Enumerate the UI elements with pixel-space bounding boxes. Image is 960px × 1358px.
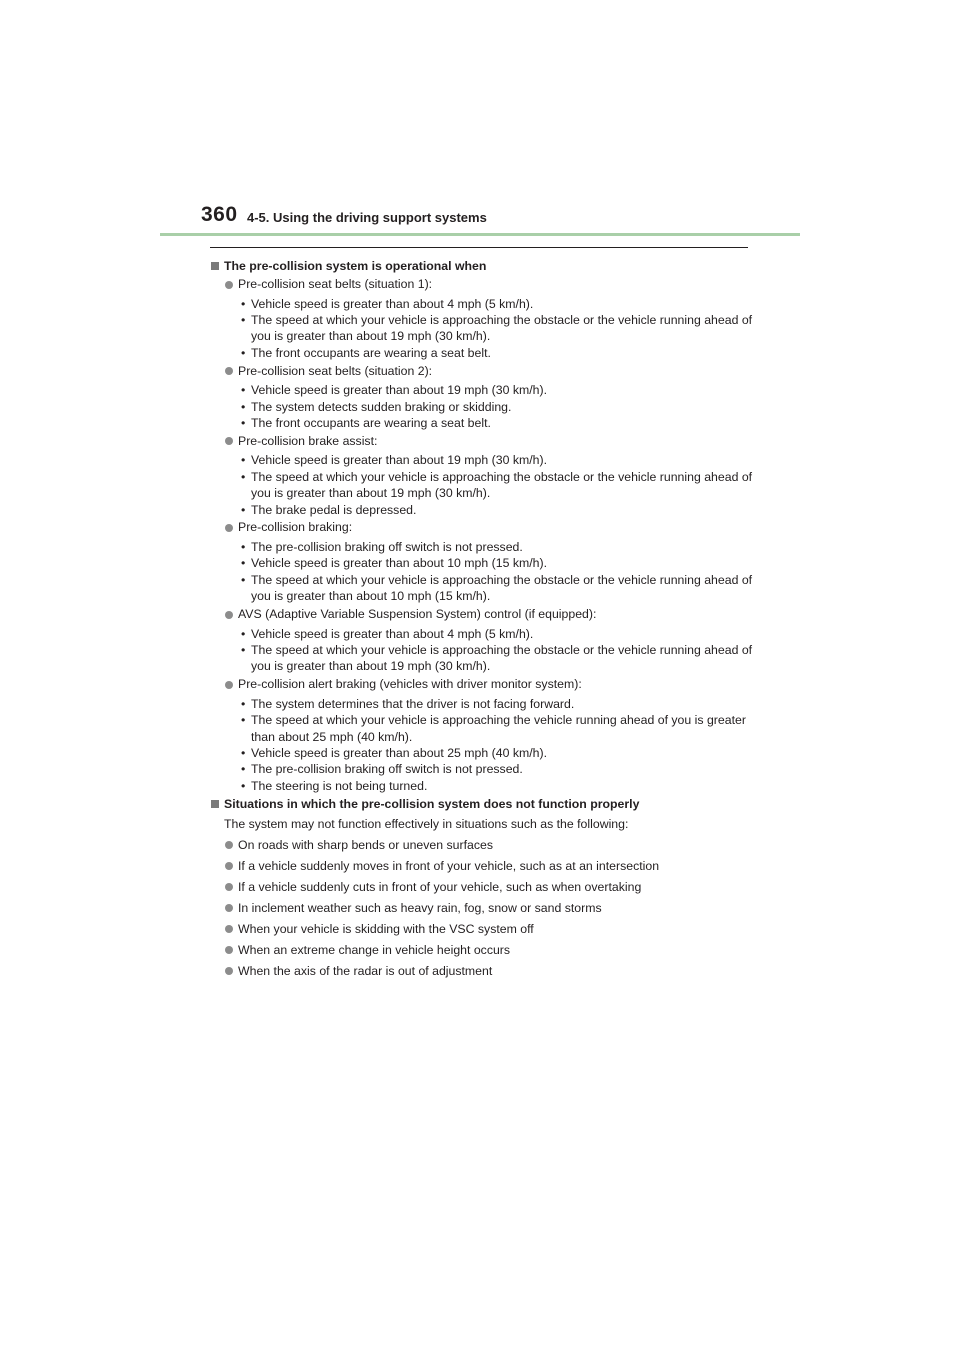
condition-group-label: Pre-collision seat belts (situation 2): (238, 363, 433, 378)
condition-item: • The front occupants are wearing a seat belt. (210, 415, 755, 431)
condition-group (210, 276, 755, 293)
condition-group (210, 676, 755, 693)
situation-item (210, 963, 755, 980)
condition-group (210, 363, 755, 380)
circle-bullet-icon (225, 904, 233, 912)
circle-bullet-icon (225, 437, 233, 445)
situation-text: If a vehicle suddenly cuts in front of your vehicle, such as when overtaking (238, 879, 642, 894)
operational-heading-text: The pre-collision system is operational when (224, 259, 487, 273)
condition-group-label: Pre-collision brake assist: (238, 433, 378, 448)
condition-item: • The front occupants are wearing a seat belt. (210, 345, 755, 361)
operational-heading (210, 258, 755, 275)
circle-bullet-icon (225, 967, 233, 975)
condition-item: • The steering is not being turned. (210, 778, 755, 794)
situations-heading (210, 796, 755, 813)
condition-item: • Vehicle speed is greater than about 4 mph (5 km/h). (210, 626, 755, 642)
square-bullet-icon (211, 262, 219, 270)
situation-text: When your vehicle is skidding with the VSC system off (238, 921, 534, 936)
circle-bullet-icon (225, 862, 233, 870)
condition-item: • Vehicle speed is greater than about 10 mph (15 km/h). (210, 555, 755, 571)
condition-list (210, 696, 755, 794)
condition-group (210, 433, 755, 450)
condition-item: • The speed at which your vehicle is approaching the obstacle or the vehicle running ahead of you is greater than about 19 mph (30 km/h). (210, 312, 755, 345)
situation-text: When the axis of the radar is out of adjustment (238, 963, 493, 978)
situation-item (210, 942, 755, 959)
situation-item (210, 858, 755, 875)
condition-item: • The system determines that the driver is not facing forward. (210, 696, 755, 712)
condition-item: • The speed at which your vehicle is approaching the obstacle or the vehicle running ahead of you is greater than about 10 mph (15 km/h). (210, 572, 755, 605)
section-title: 4-5. Using the driving support systems (247, 210, 487, 225)
page-number: 360 (201, 203, 238, 226)
circle-bullet-icon (225, 524, 233, 532)
circle-bullet-icon (225, 281, 233, 289)
circle-bullet-icon (225, 681, 233, 689)
circle-bullet-icon (225, 841, 233, 849)
situation-item (210, 837, 755, 854)
condition-item: • The brake pedal is depressed. (210, 502, 755, 518)
condition-item: • Vehicle speed is greater than about 19 mph (30 km/h). (210, 452, 755, 468)
condition-list (210, 626, 755, 675)
situations-intro: The system may not function effectively in situations such as the following: (224, 816, 629, 831)
header-divider (160, 233, 800, 236)
condition-item: • The speed at which your vehicle is approaching the obstacle or the vehicle running ahead of you is greater than about 19 mph (30 km/h). (210, 469, 755, 502)
circle-bullet-icon (225, 611, 233, 619)
condition-item: • The speed at which your vehicle is approaching the vehicle running ahead of you is greater than about 25 mph (40 km/h). (210, 712, 755, 745)
condition-group (210, 519, 755, 536)
situations-heading-text: Situations in which the pre-collision system does not function properly (224, 797, 640, 812)
condition-list (210, 382, 755, 431)
circle-bullet-icon (225, 946, 233, 954)
condition-item: • The pre-collision braking off switch is not pressed. (210, 539, 755, 555)
condition-item: • The system detects sudden braking or skidding. (210, 399, 755, 415)
condition-list (210, 452, 755, 518)
condition-group-label: Pre-collision braking: (238, 520, 353, 535)
condition-group (210, 606, 755, 623)
condition-group-label: Pre-collision seat belts (situation 1): (238, 277, 433, 291)
circle-bullet-icon (225, 925, 233, 933)
circle-bullet-icon (225, 883, 233, 891)
condition-item: • The speed at which your vehicle is approaching the obstacle or the vehicle running ahead of you is greater than about 19 mph (30 km/h). (210, 642, 755, 675)
situations-list (210, 837, 755, 980)
situation-text: In inclement weather such as heavy rain, fog, snow or sand storms (238, 900, 602, 915)
situation-text: If a vehicle suddenly moves in front of your vehicle, such as at an intersection (238, 858, 660, 873)
condition-item: • Vehicle speed is greater than about 19 mph (30 km/h). (210, 382, 755, 398)
square-bullet-icon (211, 800, 219, 808)
condition-item: • The pre-collision braking off switch is not pressed. (210, 761, 755, 777)
condition-group-label: AVS (Adaptive Variable Suspension System) control (if equipped): (238, 607, 597, 622)
situation-item (210, 879, 755, 896)
situation-text: When an extreme change in vehicle height occurs (238, 942, 511, 957)
condition-list (210, 539, 755, 605)
content-divider (210, 247, 748, 248)
situation-item (210, 900, 755, 917)
situation-item (210, 921, 755, 938)
condition-group-label: Pre-collision alert braking (vehicles with driver monitor system): (238, 677, 582, 692)
condition-item: • Vehicle speed is greater than about 4 mph (5 km/h). (210, 296, 755, 312)
condition-list (210, 296, 755, 362)
situation-text: On roads with sharp bends or uneven surfaces (238, 837, 493, 852)
condition-item: • Vehicle speed is greater than about 25 mph (40 km/h). (210, 745, 755, 761)
circle-bullet-icon (225, 367, 233, 375)
content-body (210, 258, 755, 979)
